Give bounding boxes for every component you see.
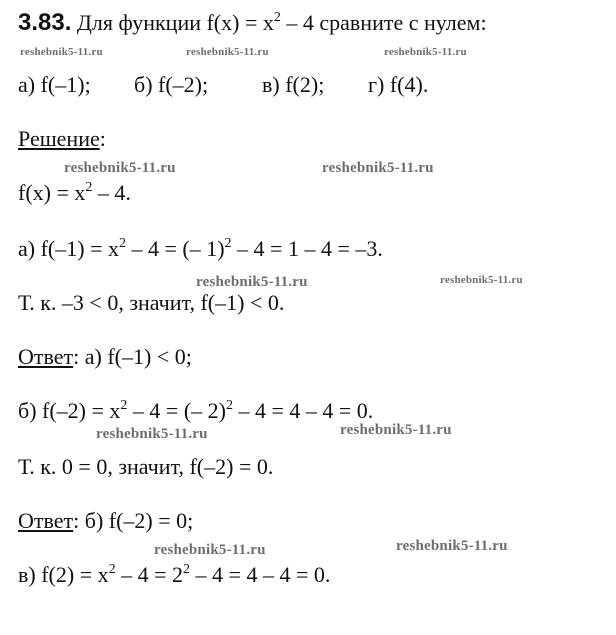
watermark: reshebnik5-11.ru <box>440 274 523 286</box>
problem-number: 3.83. <box>18 9 72 36</box>
problem-text: Для функции $f(x) = x^2 - 4$ сравните с нулем: <box>71 10 487 35</box>
watermark: reshebnik5-11.ru <box>340 422 452 438</box>
part-a-conclusion: Т. к. –3 < 0, значит, f(–1) < 0. <box>18 290 285 315</box>
option-b: б) f(–2); <box>134 72 209 97</box>
part-b-answer: Ответ: б) f(–2) = 0; <box>18 508 194 533</box>
watermark: reshebnik5-11.ru <box>396 538 508 554</box>
part-c-calculation: в) $f(2) = x^2 - 4 = 2^2 - 4 = 4 - 4 = 0$. <box>18 562 331 587</box>
option-d: г) f(4). <box>368 72 429 97</box>
function-definition: $f(x) = x^2 - 4$. <box>18 180 131 205</box>
option-c: в) f(2); <box>262 72 325 97</box>
part-a-calculation: а) $f(-1) = x^2 - 4$ = (– 1)$^2$ – 4 = 1 – 4 = –3. <box>18 236 383 261</box>
watermark: reshebnik5-11.ru <box>384 46 467 58</box>
watermark: reshebnik5-11.ru <box>154 542 266 558</box>
part-b-conclusion: Т. к. 0 = 0, значит, f(–2) = 0. <box>18 454 274 479</box>
watermark: reshebnik5-11.ru <box>64 160 176 176</box>
watermark: reshebnik5-11.ru <box>322 160 434 176</box>
part-b-calculation: б) $f(-2) = x^2 - 4$ = (– 2)$^2$ – 4 = 4 – 4 = 0. <box>18 398 374 423</box>
problem-statement <box>18 10 487 36</box>
watermark: reshebnik5-11.ru <box>186 46 269 58</box>
part-a-answer: Ответ: а) f(–1) < 0; <box>18 344 192 369</box>
watermark: reshebnik5-11.ru <box>96 426 208 442</box>
problem-options <box>18 72 428 98</box>
watermark: reshebnik5-11.ru <box>20 46 103 58</box>
solution-heading: Решение: <box>18 126 106 151</box>
option-a: а) f(–1); <box>18 72 91 97</box>
watermark: reshebnik5-11.ru <box>196 274 308 290</box>
